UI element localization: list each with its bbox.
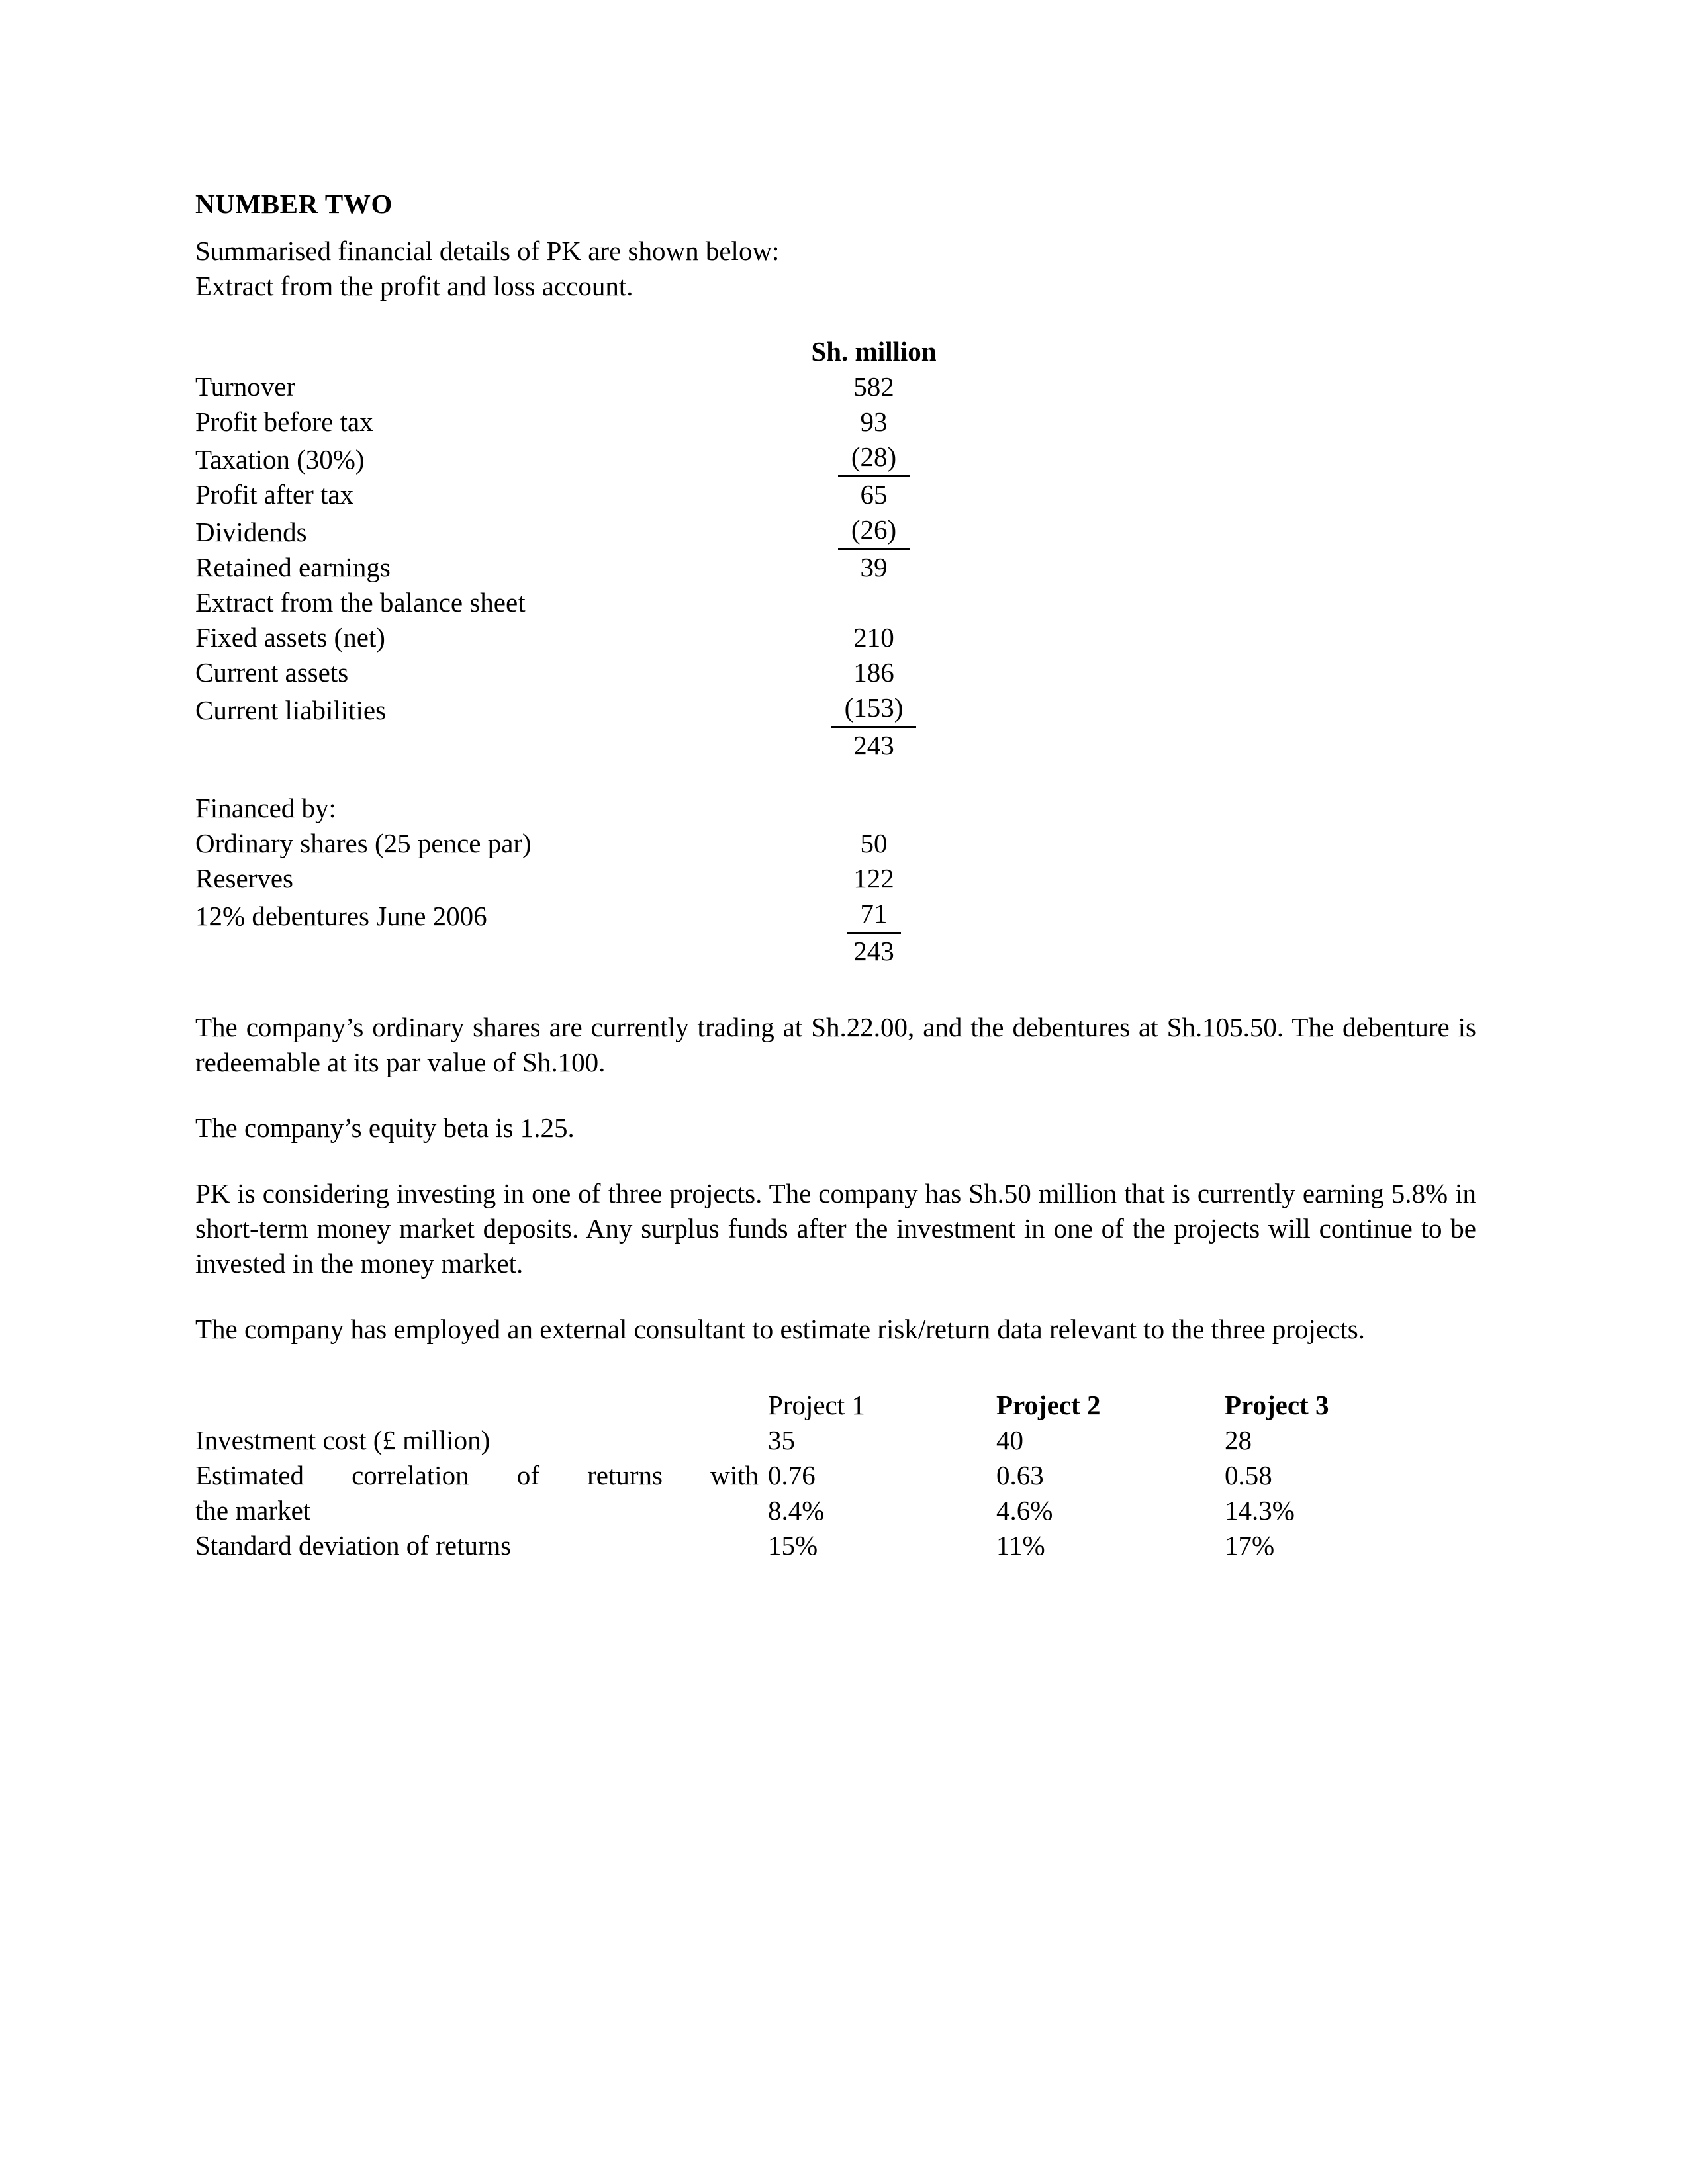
table-row [195, 620, 976, 655]
financed-by-heading: Financed by: [195, 793, 336, 823]
value-text: (28) [847, 439, 900, 477]
value-text: 582 [853, 371, 894, 402]
table-row [195, 861, 976, 896]
row-label: Ordinary shares (25 pence par) [195, 828, 532, 858]
row-label: Taxation (30%) [195, 444, 365, 475]
value-text: 243 [853, 936, 894, 966]
row-label: Retained earnings [195, 552, 391, 582]
spacer-row [195, 763, 976, 791]
value-text: 39 [860, 552, 888, 582]
financial-summary-table [195, 334, 976, 969]
value-text: 71 [857, 896, 892, 934]
header-blank [195, 334, 771, 369]
spacer-cell [771, 763, 976, 791]
row-value [771, 620, 976, 655]
row-value-project-3: 0.58 [1225, 1460, 1272, 1490]
table-row [195, 512, 976, 550]
project-comparison-table [195, 1388, 1473, 1563]
row-value-project-1: 15% [768, 1530, 818, 1561]
row-value [771, 896, 976, 934]
row-value [771, 550, 976, 585]
row-value [771, 404, 976, 439]
row-value-project-2: 11% [996, 1530, 1045, 1561]
row-label: 12% debentures June 2006 [195, 901, 487, 931]
table-row [195, 826, 976, 861]
row-value-project-2: 40 [996, 1425, 1023, 1455]
paragraph-equity-beta: The company’s equity beta is 1.25. [195, 1113, 575, 1143]
row-label: Estimated correlation of returns with [195, 1460, 759, 1490]
balance-sheet-heading: Extract from the balance sheet [195, 587, 526, 617]
row-value [771, 439, 976, 477]
page-title: NUMBER TWO [195, 189, 393, 219]
row-label: Fixed assets (net) [195, 622, 385, 653]
value-text: (26) [847, 512, 900, 550]
row-value [771, 826, 976, 861]
table-total-row [195, 934, 976, 969]
spacer [195, 969, 1476, 1010]
row-value-project-1: 35 [768, 1425, 795, 1455]
section-heading-row [195, 791, 976, 826]
value-text: 122 [853, 863, 894, 893]
spacer [195, 218, 1476, 234]
spacer-cell [195, 763, 771, 791]
row-label: Profit after tax [195, 479, 354, 510]
table-header-row [195, 334, 976, 369]
row-value-project-3: 28 [1225, 1425, 1252, 1455]
value-text: 50 [860, 828, 888, 858]
row-value-project-2: 4.6% [996, 1495, 1053, 1525]
row-value [771, 861, 976, 896]
intro-line-1: Summarised financial details of PK are shown below: [195, 236, 780, 266]
row-label: Current liabilities [195, 695, 387, 725]
spacer [195, 304, 1476, 334]
row-value [771, 512, 976, 550]
column-header-sh-million: Sh. million [811, 336, 937, 367]
table-row [195, 896, 976, 934]
table-header-row [195, 1388, 1473, 1423]
value-text: 65 [860, 479, 888, 510]
row-label [195, 934, 771, 969]
row-value-project-2: 0.63 [996, 1460, 1044, 1490]
row-value-project-3: 14.3% [1225, 1495, 1295, 1525]
row-label: the market [195, 1495, 311, 1525]
row-value [771, 477, 976, 512]
intro-line-2: Extract from the profit and loss account. [195, 271, 633, 301]
table-total-row [195, 728, 976, 763]
heading-blank [771, 585, 976, 620]
row-label: Reserves [195, 863, 294, 893]
value-text: 210 [853, 622, 894, 653]
spacer [195, 1080, 1476, 1111]
table-row [195, 477, 976, 512]
column-header-project-2: Project 2 [996, 1390, 1101, 1420]
section-heading-row [195, 585, 976, 620]
paragraph-consultant: The company has employed an external consultant to estimate risk/return data relevant to the three projects. [195, 1314, 1365, 1344]
row-value [771, 655, 976, 690]
row-label: Investment cost (£ million) [195, 1425, 491, 1455]
table-row [195, 1528, 1473, 1563]
row-value-project-1: 8.4% [768, 1495, 825, 1525]
paragraph-share-price: The company’s ordinary shares are currently trading at Sh.22.00, and the debentures at Sh.105.50. The debenture is redeemable at its par value of Sh.100. [195, 1012, 1476, 1077]
row-value [771, 690, 976, 728]
table-row [195, 369, 976, 404]
row-label: Profit before tax [195, 406, 373, 437]
value-text: 186 [853, 657, 894, 688]
table-row [195, 1493, 1473, 1528]
table-row [195, 1423, 1473, 1458]
row-value [771, 369, 976, 404]
table-row [195, 550, 976, 585]
column-header-project-3: Project 3 [1225, 1390, 1329, 1420]
spacer [195, 1347, 1476, 1388]
row-value [771, 934, 976, 969]
row-label: Standard deviation of returns [195, 1530, 512, 1561]
value-text: (153) [841, 690, 908, 728]
table-row [195, 655, 976, 690]
document-page [195, 0, 1476, 1563]
row-value [771, 728, 976, 763]
spacer [195, 1281, 1476, 1312]
table-row [195, 1458, 1473, 1493]
table-row [195, 439, 976, 477]
row-label [195, 728, 771, 763]
row-value-project-3: 17% [1225, 1530, 1275, 1561]
paragraph-projects-intro: PK is considering investing in one of three projects. The company has Sh.50 million that is currently earning 5.8% in short-term money market deposits. Any surplus funds after the investment in one of the projects will continue to be invested in the money market. [195, 1178, 1476, 1279]
value-text: 93 [860, 406, 888, 437]
header-blank [195, 1388, 768, 1423]
table-row [195, 404, 976, 439]
column-header-project-1: Project 1 [768, 1390, 865, 1420]
table-row [195, 690, 976, 728]
row-label: Dividends [195, 517, 307, 547]
value-text: 243 [853, 730, 894, 760]
row-label: Turnover [195, 371, 296, 402]
spacer [195, 1146, 1476, 1176]
heading-blank [771, 791, 976, 826]
row-label: Current assets [195, 657, 349, 688]
row-value-project-1: 0.76 [768, 1460, 816, 1490]
